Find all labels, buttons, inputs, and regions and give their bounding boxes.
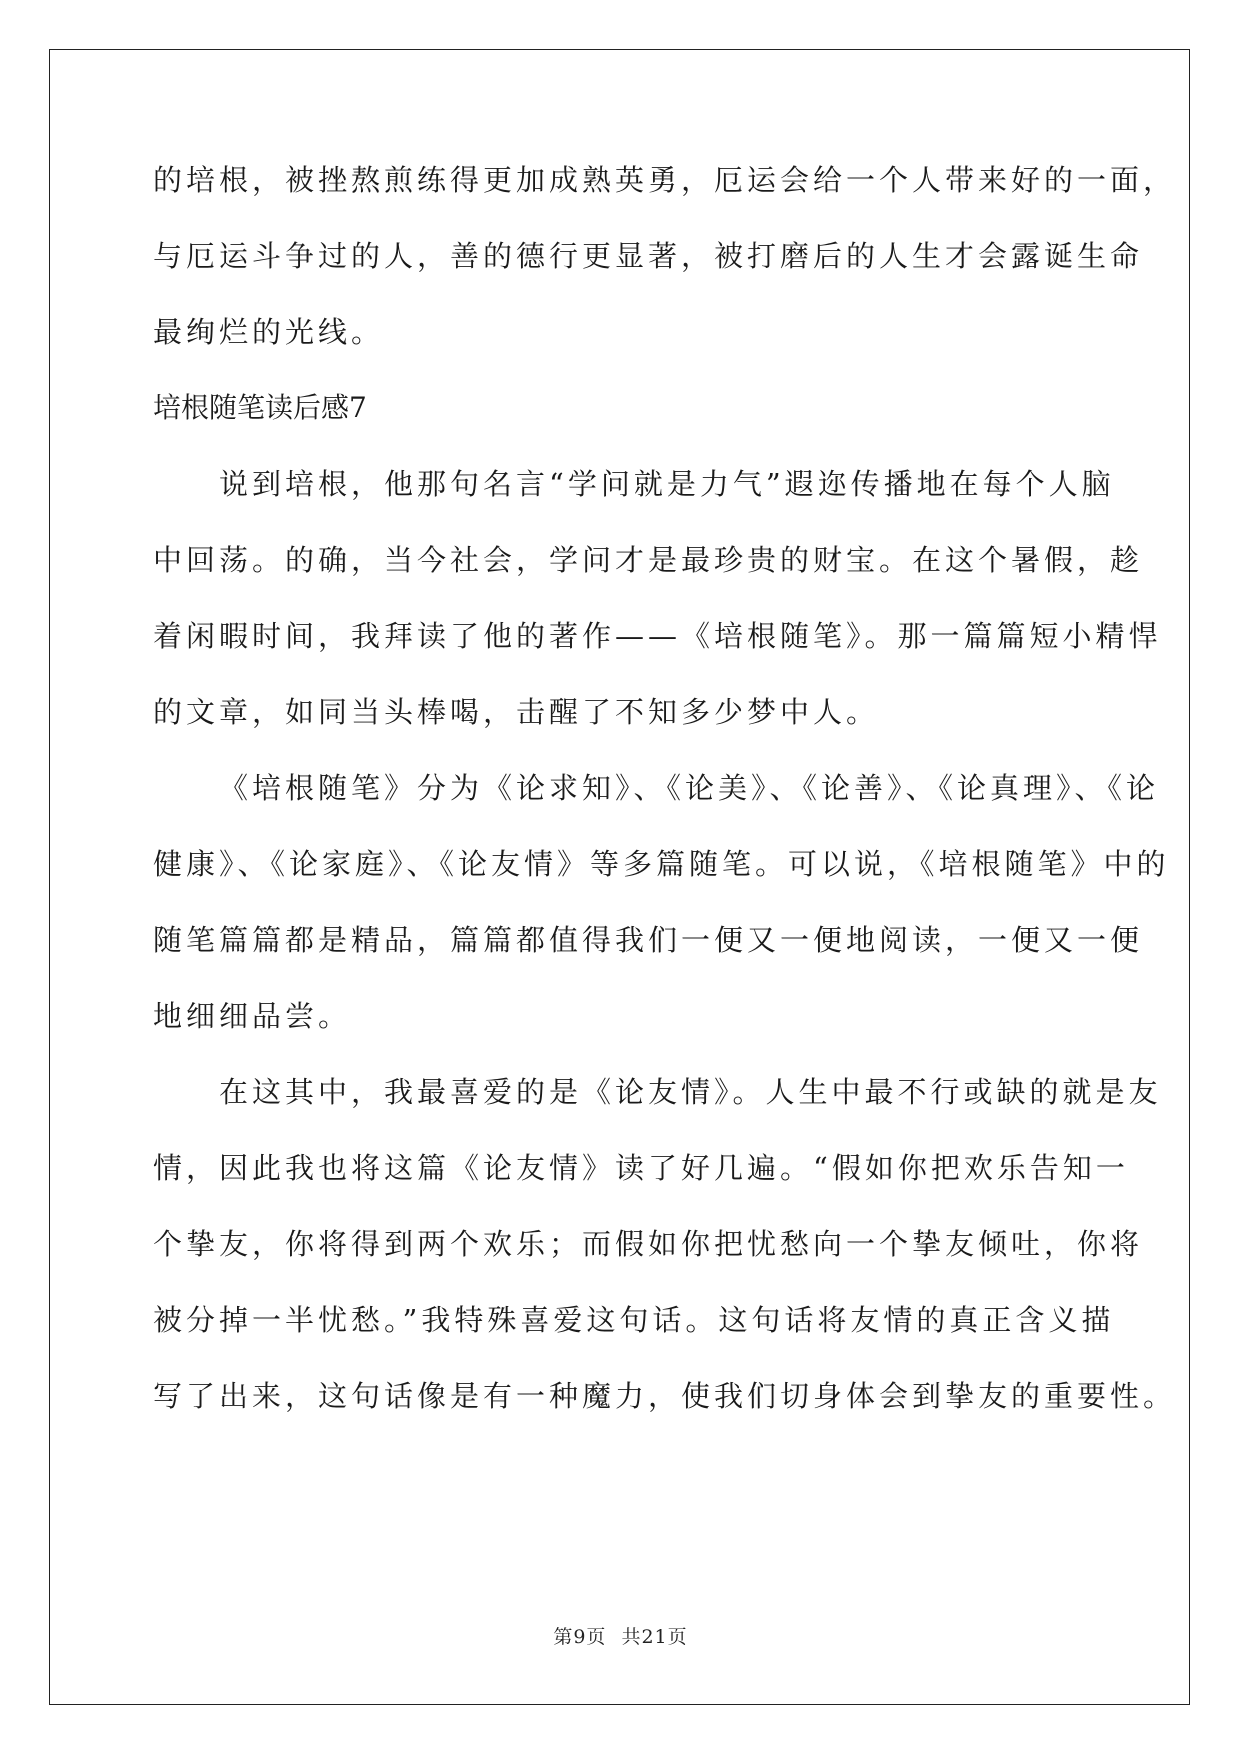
text-line: 着闲暇时间，我拜读了他的著作——《培根随笔》。那一篇篇短小精悍 <box>153 619 1162 653</box>
text-line: 健康》、《论家庭》、《论友情》等多篇随笔。可以说，《培根随笔》中的 <box>153 847 1170 881</box>
text-line: 情，因此我也将这篇《论友情》读了好几遍。“假如你把欢乐告知一 <box>153 1151 1129 1185</box>
section-heading: 培根随笔读后感7 <box>153 391 367 424</box>
text-line: 《培根随笔》分为《论求知》、《论美》、《论善》、《论真理》、《论 <box>219 771 1160 805</box>
page-footer <box>0 1622 1241 1649</box>
text-line: 中回荡。的确，当今社会，学问才是最珍贵的财宝。在这个暑假，趁 <box>153 543 1144 577</box>
page-number: 第9页 <box>553 1626 607 1648</box>
text-line: 与厄运斗争过的人，善的德行更显著，被打磨后的人生才会露诞生命 <box>153 239 1144 273</box>
text-line: 在这其中，我最喜爱的是《论友情》。人生中最不行或缺的就是友 <box>219 1075 1162 1109</box>
total-pages: 共21页 <box>621 1626 688 1648</box>
text-line: 说到培根，他那句名言“学问就是力气”遐迩传播地在每个人脑 <box>219 467 1115 501</box>
text-line: 随笔篇篇都是精品，篇篇都值得我们一便又一便地阅读，一便又一便 <box>153 923 1144 957</box>
text-line: 被分掉一半忧愁。”我特殊喜爱这句话。这句话将友情的真正含义描 <box>153 1303 1115 1337</box>
text-line: 地细细品尝。 <box>153 999 352 1033</box>
text-line: 最绚烂的光线。 <box>153 315 385 349</box>
text-line: 写了出来，这句话像是有一种魔力，使我们切身体会到挚友的重要性。 <box>153 1379 1177 1413</box>
text-line: 的文章，如同当头棒喝，击醒了不知多少梦中人。 <box>153 695 880 729</box>
text-line: 的培根，被挫熬煎练得更加成熟英勇，厄运会给一个人带来好的一面， <box>153 163 1177 197</box>
text-line: 个挚友，你将得到两个欢乐；而假如你把忧愁向一个挚友倾吐，你将 <box>153 1227 1144 1261</box>
